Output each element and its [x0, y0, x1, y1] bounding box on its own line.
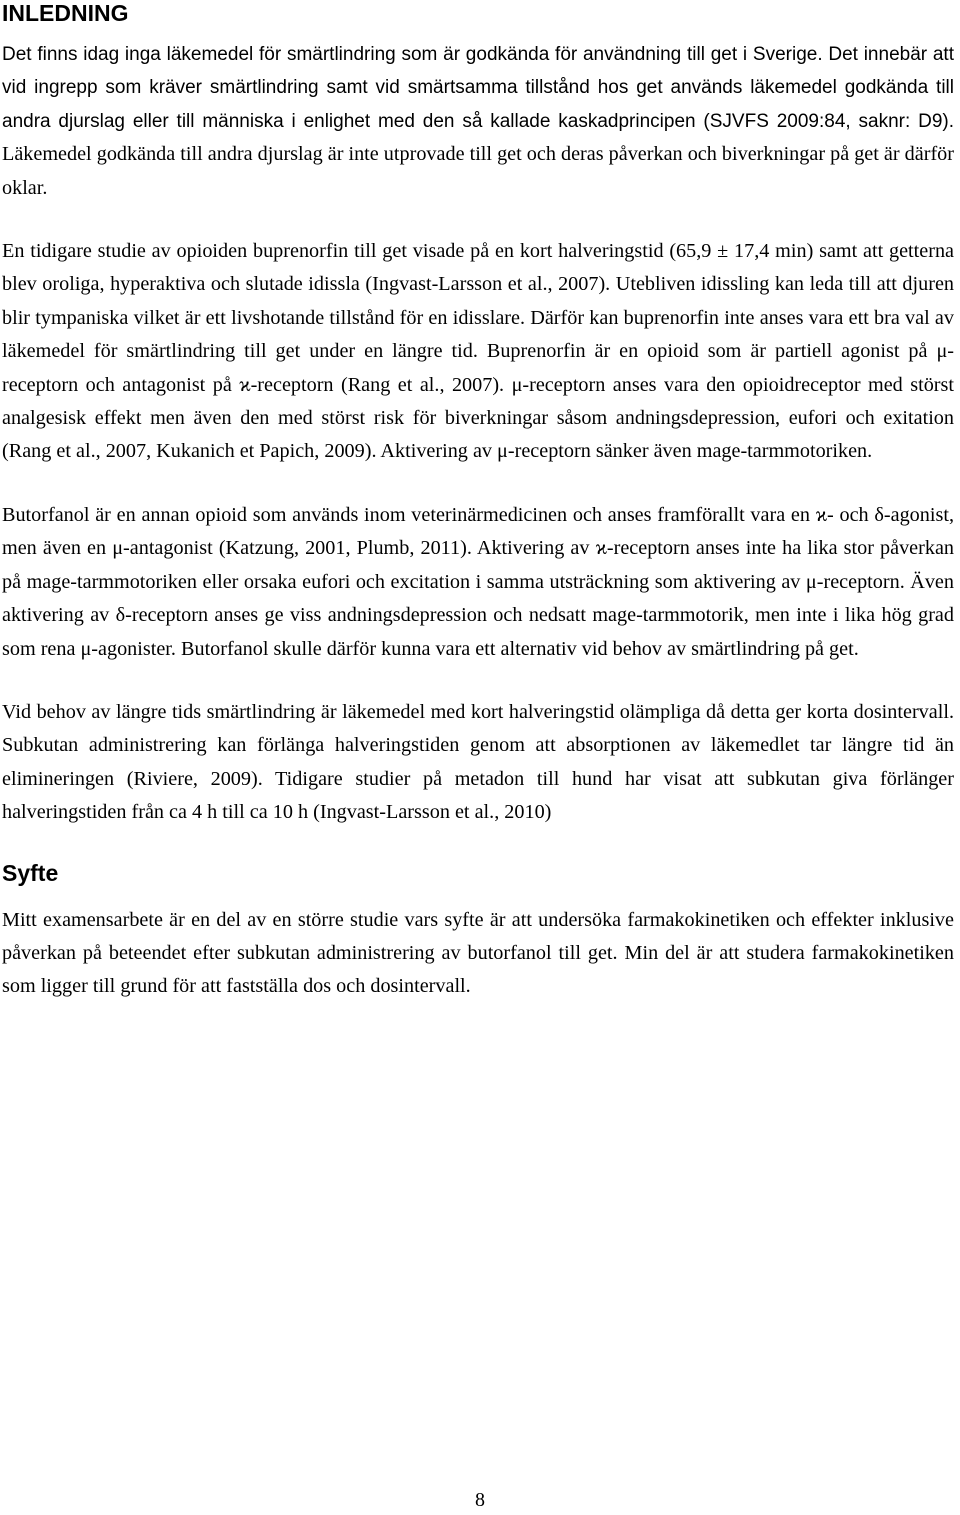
paragraph-intro-1: [2, 38, 954, 205]
paragraph-intro-2: En tidigare studie av opioiden buprenorfin till get visade på en kort halveringstid (65,9 ± 17,4 min) samt att getterna blev oroliga, hyperaktiva och slutade idissla (Ingvast-Larsson et al., 2007). Utebliven idissling kan leda till att djuren blir tympaniska vilket är ett livshotande tillstånd för en idisslare. Därför kan buprenorfin inte anses vara ett bra val av läkemedel för smärtlindring till get under en längre tid. Buprenorfin är en opioid som är partiell agonist på μ-receptorn och antagonist på ϰ-receptorn (Rang et al., 2007). μ-receptorn anses vara den opioidreceptor med störst analgesisk effekt men även den med störst risk för biverkningar såsom andningsdepression, eufori och exitation (Rang et al., 2007, Kukanich et Papich, 2009). Aktivering av μ-receptorn sänker även mage-tarmmotoriken.: [2, 240, 954, 463]
page-number: 8: [475, 1489, 485, 1511]
document-page: [2, 0, 954, 1034]
section-heading-syfte: Syfte: [2, 859, 59, 886]
section-heading-inledning: INLEDNING: [2, 0, 129, 26]
paragraph-aim-1: Mitt examensarbete är en del av en större studie vars syfte är att undersöka farmakokinetiken och effekter inklusive påverkan på beteendet efter subkutan administrering av butorfanol till get. Min del är att studera farmakokinetiken som ligger till grund för att fastställa dos och dosintervall.: [2, 908, 954, 998]
paragraph-intro-1-part2: Läkemedel godkända till andra djurslag är inte utprovade till get och deras påverkan och biverkningar på get är därför oklar.: [2, 143, 954, 199]
paragraph-intro-4: Vid behov av längre tids smärtlindring är läkemedel med kort halveringstid olämpliga då detta ger korta dosintervall. Subkutan administrering kan förlänga halveringstiden genom att absorptionen av läkemedlet tar längre tid än elimineringen (Riviere, 2009). Tidigare studier på metadon till hund har visat att subkutan giva förlänger halveringstiden från ca 4 h till ca 10 h (Ingvast-Larsson et al., 2010): [2, 700, 954, 824]
paragraph-intro-1-part1: Det finns idag inga läkemedel för smärtlindring som är godkända för användning till get i Sverige. Det innebär att vid ingrepp som kräver smärtlindring samt vid smärtsamma tillstånd hos get används läkemedel godkända till andra djurslag eller till människa i enlighet med den så kallade kaskadprincipen (SJVFS 2009:84, saknr: D9).: [2, 44, 954, 132]
paragraph-intro-3: Butorfanol är en annan opioid som används inom veterinärmedicinen och anses framförallt vara en ϰ- och δ-agonist, men även en μ-antagonist (Katzung, 2001, Plumb, 2011). Aktivering av ϰ-receptorn anses inte ha lika stor påverkan på mage-tarmmotoriken eller orsaka eufori och excitation i samma utsträckning som aktivering av μ-receptorn. Även aktivering av δ-receptorn anses ge viss andningsdepression och nedsatt mage-tarmmotorik, men inte i lika hög grad som rena μ-agonister. Butorfanol skulle därför kunna vara ett alternativ vid behov av smärtlindring på get.: [2, 503, 954, 660]
